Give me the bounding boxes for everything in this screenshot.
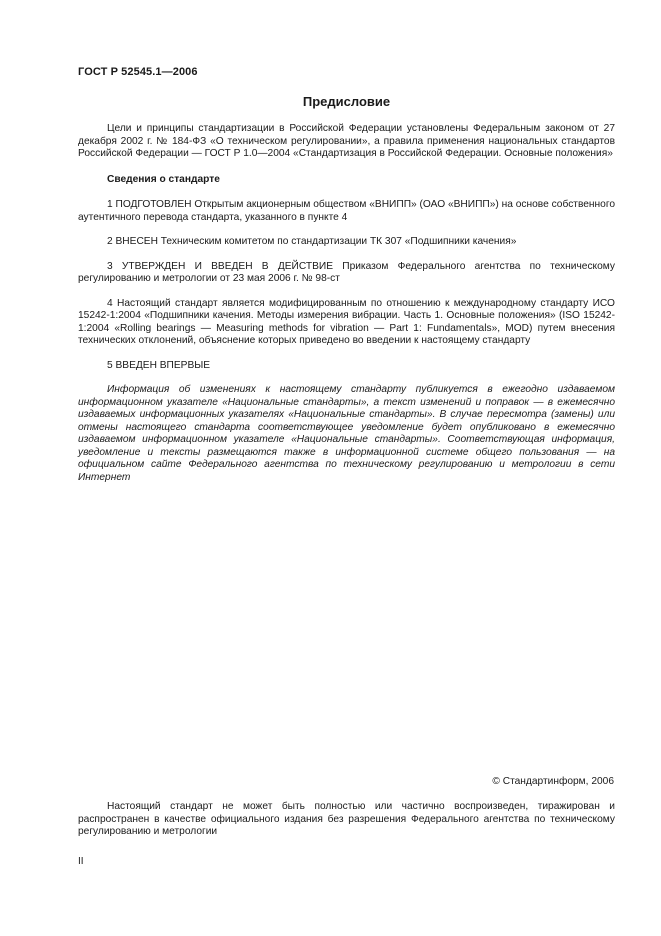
standard-code: ГОСТ Р 52545.1—2006 [78,66,198,78]
info-notice: Информация об изменениях к настоящему стандарту публикуется в ежегодно издаваемом информационном указателе «Национальные стандарты», а текст изменений и поправок — в ежемесячно издаваемых информационных указателях «Национальные стандарты». В случае пересмотра (замены) или отмены настоящего стандарта соответствующее уведомление будет опубликовано в ежемесячно издаваемом информационном указателе «Национальные стандарты». Соответствующая информация, уведомление и тексты размещаются также в информационной системе общего пользования — на официальном сайте Федерального агентства по техническому регулированию и метрологии в сети Интернет [78,384,615,483]
standard-info-item-1: 1 ПОДГОТОВЛЕН Открытым акционерным обществом «ВНИПП» (ОАО «ВНИПП») на основе собственного аутентичного перевода стандарта, указанного в пункте 4 [78,199,615,223]
standard-info-heading: Сведения о стандарте [107,173,220,185]
copyright: © Стандартинформ, 2006 [492,776,614,787]
standard-info-item-3: 3 УТВЕРЖДЕН И ВВЕДЕН В ДЕЙСТВИЕ Приказом Федерального агентства по техническому регулированию и метрологии от 23 мая 2006 г. № 98-ст [78,260,615,284]
intro-paragraph: Цели и принципы стандартизации в Российской Федерации установлены Федеральным законом от 27 декабря 2002 г. № 184-ФЗ «О техническом регулировании», а правила применения национальных стандартов Российской Федерации — ГОСТ Р 1.0—2004 «Стандартизация в Российской Федерации. Основные положения» [78,123,615,159]
page-title: Предисловие [302,94,391,109]
main-content [78,123,615,484]
standard-info-item-5: 5 ВВЕДЕН ВПЕРВЫЕ [107,359,211,371]
standard-info-item-4: 4 Настоящий стандарт является модифицированным по отношению к международному стандарту ИСО 15242-1:2004 «Подшипники качения. Методы измерения вибрации. Часть 1. Основные положения» (ISO 15242-1:2004 «Rolling bearings — Measuring methods for vibration — Part 1: Fundamentals», MOD) путем внесения технических отклонений, объяснение которых приведено во введении к настоящему стандарту [78,297,615,346]
standard-info-item-2: 2 ВНЕСЕН Техническим комитетом по стандартизации ТК 307 «Подшипники качения» [107,236,517,247]
reproduction-notice: Настоящий стандарт не может быть полностью или частично воспроизведен, тиражирован и распространен в качестве официального издания без разрешения Федерального агентства по техническому регулированию и метрологии [78,801,615,837]
page-number: II [78,856,84,867]
